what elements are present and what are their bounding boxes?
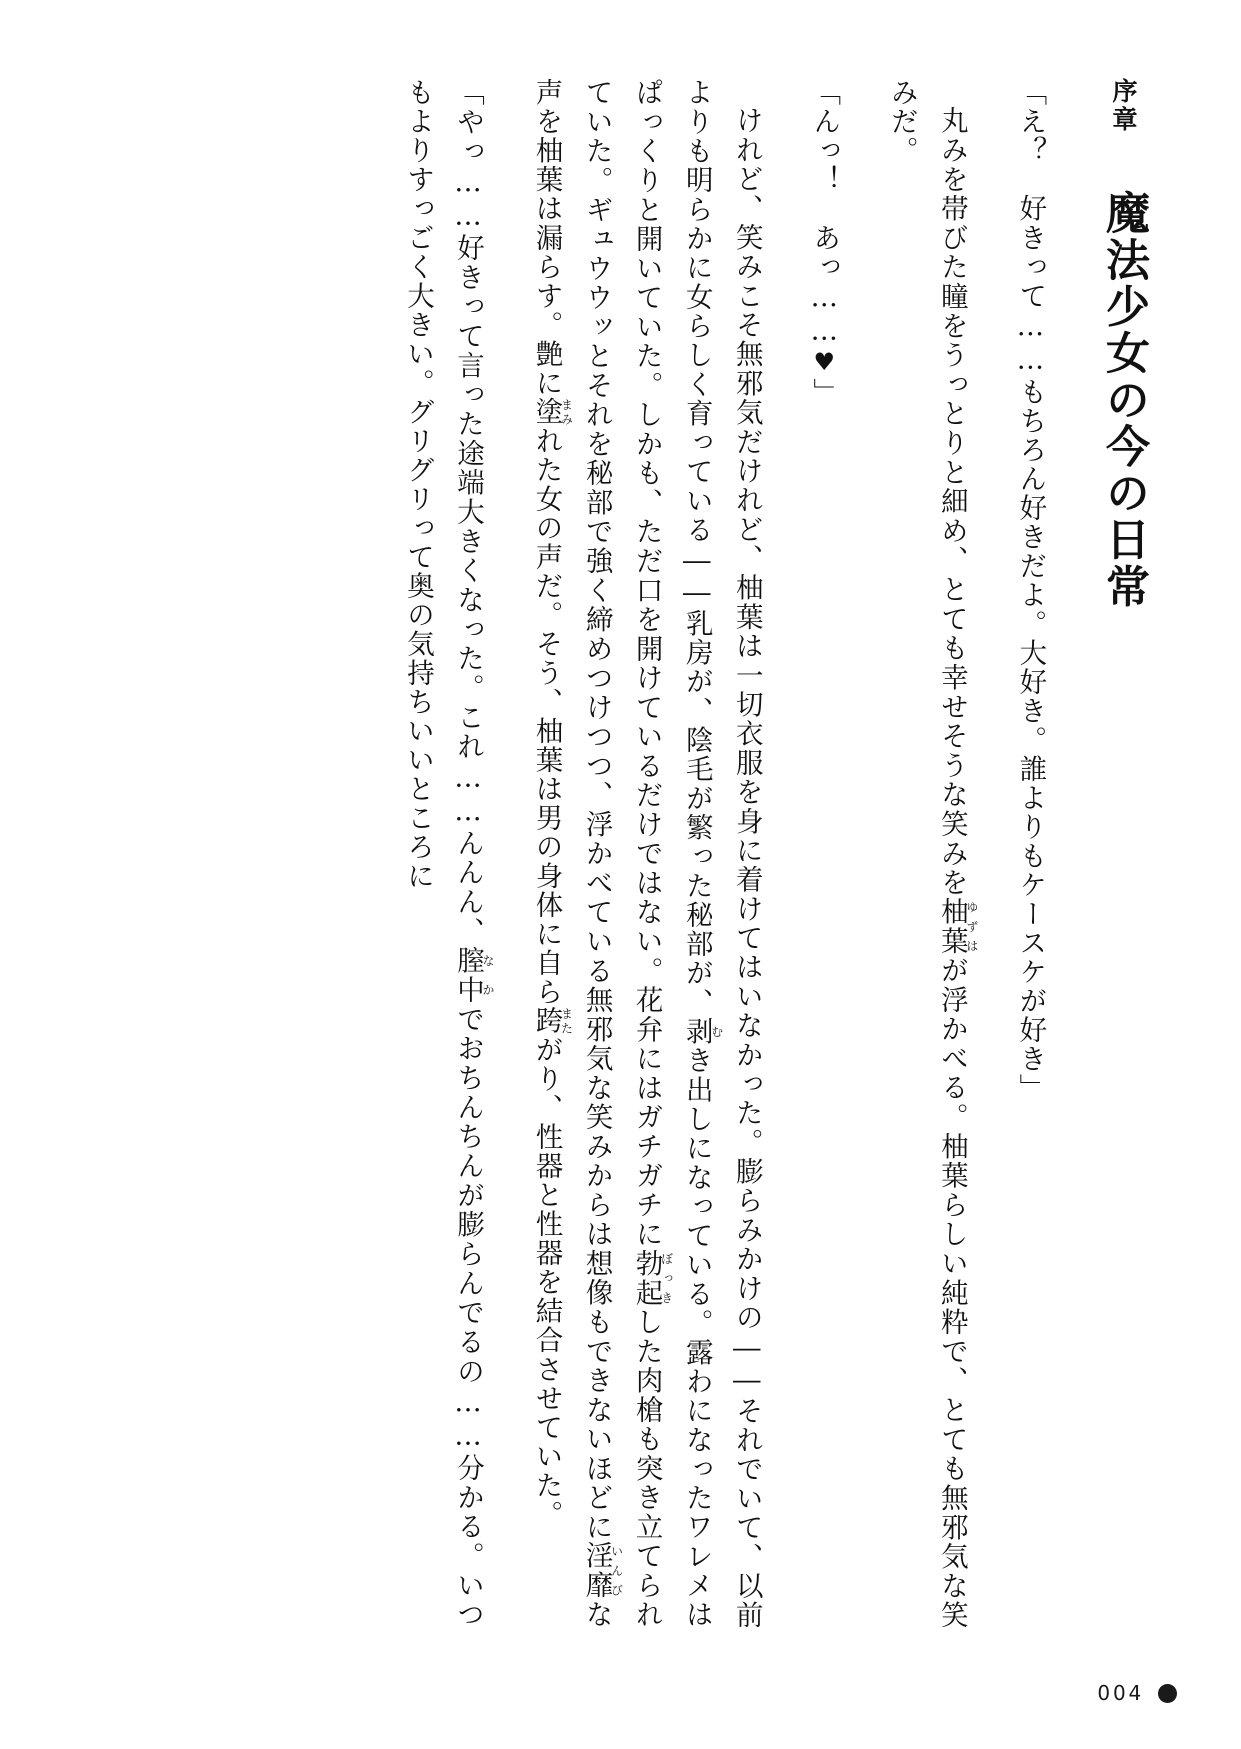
ruby-annotation: 膣中なか — [452, 946, 495, 1005]
ruby-annotation: 柚葉ゆずは — [935, 896, 979, 956]
paragraph: 「え？ 好きって……もちろん好きだよ。大好き。誰よりもケースケが好き」 — [1014, 78, 1047, 1103]
chapter-title: 魔法少女の今の日常 — [1098, 189, 1149, 610]
paragraph: 「やっ……好きって言った途端大きくなった。これ……んんん、膣中なかでおちんちんが膨らんでるの……分かる。いつもよりすっごく大きい。グリグリって奥の気持ちいいところに — [401, 78, 495, 1630]
paragraph: けれど、笑みこそ無邪気だけれど、柚葉は一切衣服を身に着けてはいなかった。膨らみかけの――それでいて、以前よりも明らかに女らしく育っている――乳房が、陰毛が繁った秘部が、剥むき出しになっている。露わになったワレメはぱっくりと開いていた。しかも、ただ口を開けているだけではない。花弁にはガチガチに勃起ぼっきした肉槍も突き立てられていた。ギュウウッとそれを秘部で強く締めつけつつ、浮かべている無邪気な笑みからは想像もできないほどに淫靡いんびな声を柚葉は漏らす。艶に塗まみれた女の声だ。そう、柚葉は男の身体に自ら跨またがり、性器と性器を結合させていた。 — [530, 78, 763, 1630]
page-number: 004 — [1097, 1681, 1144, 1705]
paragraph: 「んっ！ あっ……♥」 — [808, 78, 841, 407]
heart-icon: ♥ — [810, 348, 839, 378]
page-footer — [1097, 1681, 1177, 1705]
chapter-label: 序章 — [1109, 78, 1138, 134]
page-marker-icon — [1158, 1684, 1177, 1703]
paragraph: 丸みを帯びた瞳をうっとりと細め、とても幸せそうな笑みを柚葉ゆずはが浮かべる。柚葉らしい純粋で、とても無邪気な笑みだ。 — [885, 78, 979, 1629]
ruby-annotation: 淫靡いんび — [580, 1541, 624, 1600]
ruby-annotation: 塗まみ — [530, 397, 574, 427]
ruby-annotation: 勃起ぼっき — [630, 1248, 674, 1308]
vertical-text-body — [70, 78, 1163, 1629]
chapter-heading — [1083, 78, 1163, 1629]
ruby-annotation: 跨また — [530, 1006, 574, 1036]
ruby-annotation: 剥む — [680, 1016, 724, 1047]
